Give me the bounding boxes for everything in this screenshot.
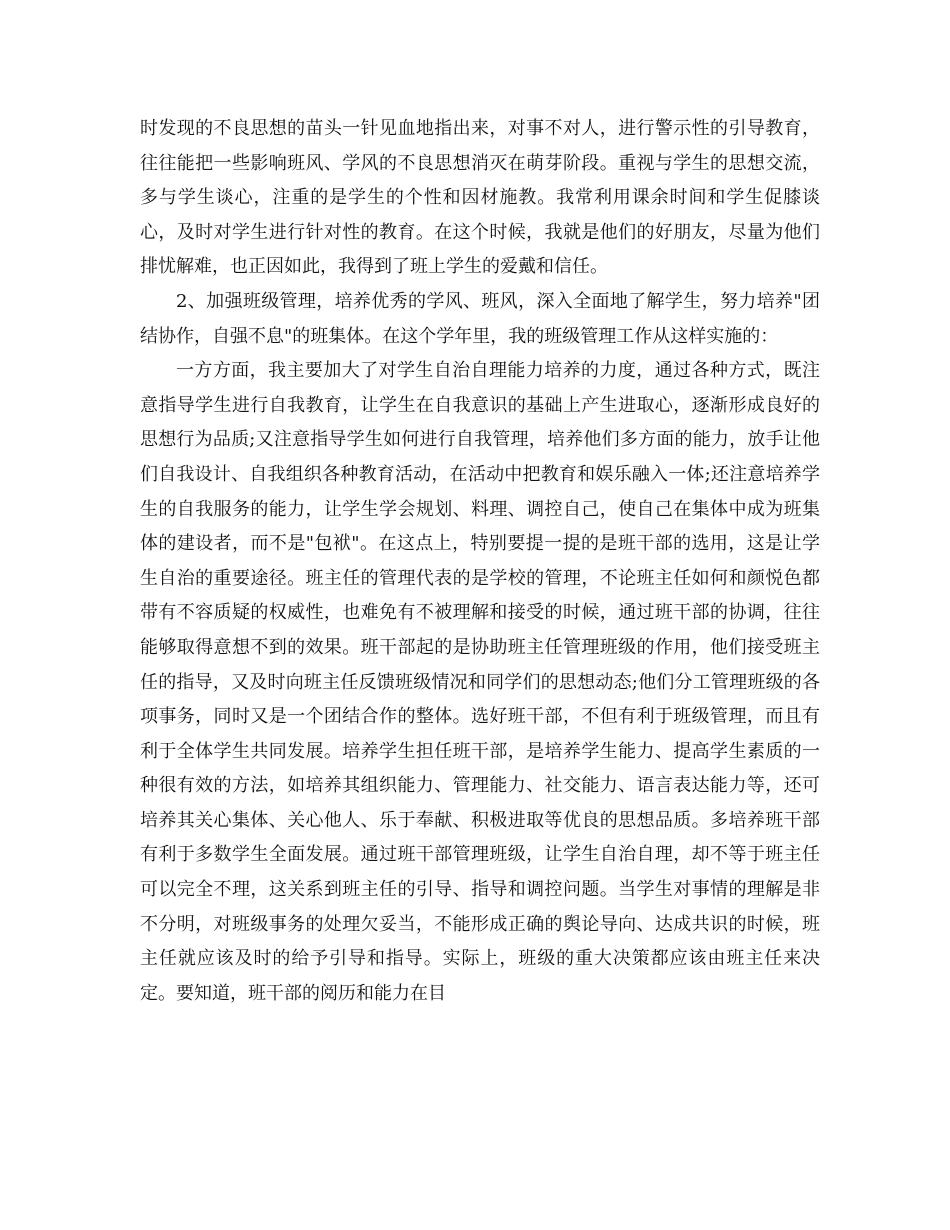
paragraph-continuation: 时发现的不良思想的苗头一针见血地指出来，对事不对人，进行警示性的引导教育，往往能把一些影响班风、学风的不良思想消灭在萌芽阶段。重视与学生的思想交流，多与学生谈心，注重的是学生的个性和因材施教。我常利用课余时间和学生促膝谈心，及时对学生进行针对性的教育。在这个时候，我就是他们的好朋友，尽量为他们排忧解难，也正因如此，我得到了班上学生的爱戴和信任。 — [140, 118, 820, 278]
paragraph-class-management: 2、加强班级管理，培养优秀的学风、班风，深入全面地了解学生，努力培养"团结协作，自强不息"的班集体。在这个学年里，我的班级管理工作从这样实施的： — [140, 290, 820, 347]
paragraph-self-governance: 一方方面，我主要加大了对学生自治自理能力培养的力度，通过各种方式，既注意指导学生进行自我教育，让学生在自我意识的基础上产生进取心，逐渐形成良好的思想行为品质;又注意指导学生如何进行自我管理，培养他们多方面的能力，放手让他们自我设计、自我组织各种教育活动，在活动中把教育和娱乐融入一体;还注意培养学生的自我服务的能力，让学生学会规划、料理、调控自己，使自己在集体中成为班集体的建设者，而不是"包袱"。在这点上，特别要提一提的是班干部的选用，这是让学生自治的重要途径。班主任的管理代表的是学校的管理，不论班主任如何和颜悦色都带有不容质疑的权威性，也难免有不被理解和接受的时候，通过班干部的协调，往往能够取得意想不到的效果。班干部起的是协助班主任管理班级的作用，他们接受班主任的指导，又及时向班主任反馈班级情况和同学们的思想动态;他们分工管理班级的各项事务，同时又是一个团结合作的整体。选好班干部，不但有利于班级管理，而且有利于全体学生共同发展。培养学生担任班干部，是培养学生能力、提高学生素质的一种很有效的方法，如培养其组织能力、管理能力、社交能力、语言表达能力等，还可培养其关心集体、关心他人、乐于奉献、积极进取等优良的思想品质。多培养班干部有利于多数学生全面发展。通过班干部管理班级，让学生自治自理，却不等于班主任可以完全不理，这关系到班主任的引导、指导和调控问题。当学生对事情的理解是非不分明，对班级事务的处理欠妥当，不能形成正确的舆论导向、达成共识的时候，班主任就应该及时的给予引导和指导。实际上，班级的重大决策都应该由班主任来决定。要知道，班干部的阅历和能力在目 — [140, 360, 820, 1004]
